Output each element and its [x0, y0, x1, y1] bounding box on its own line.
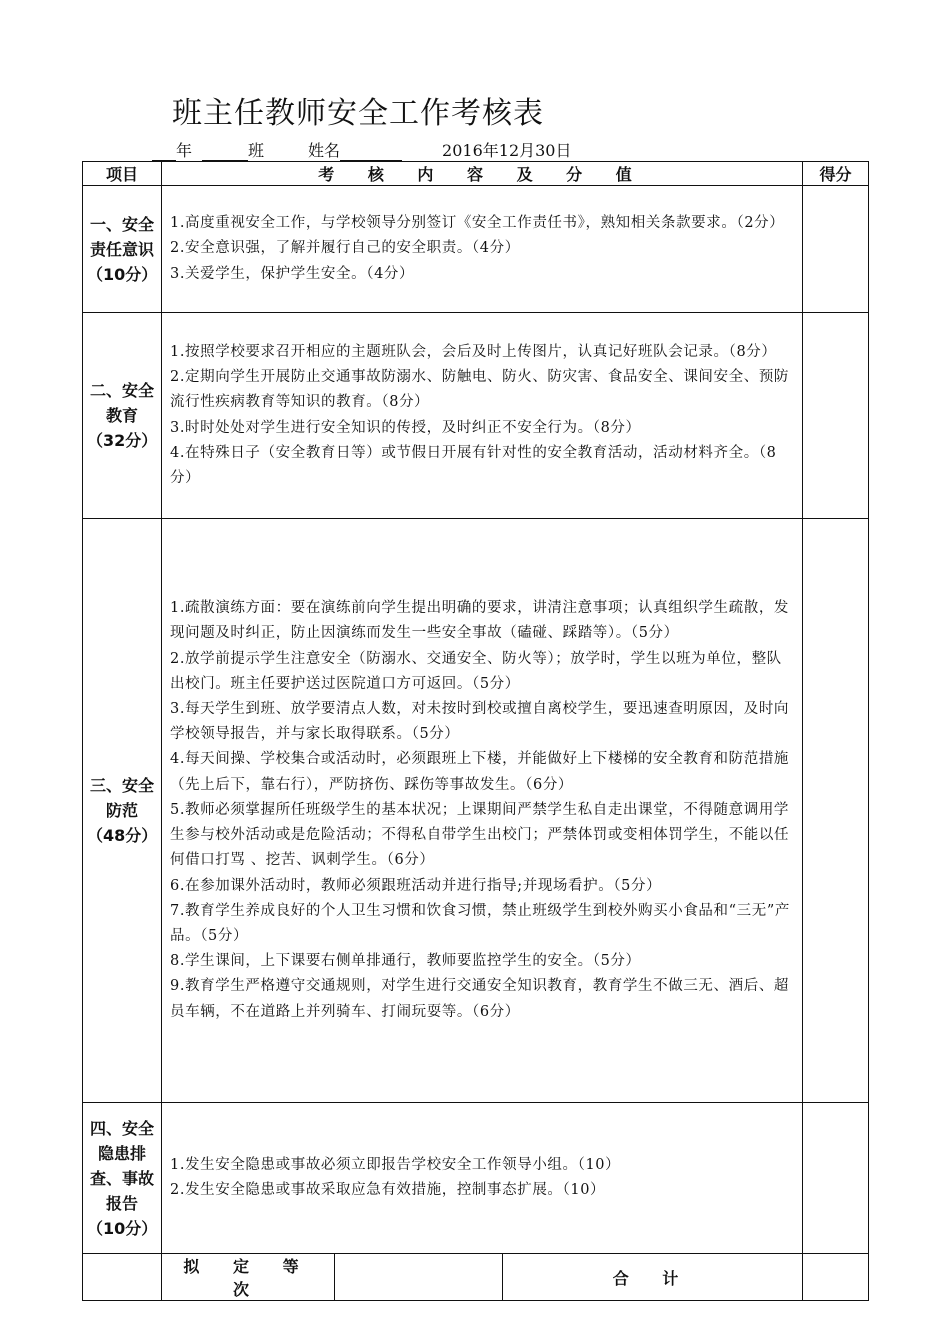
name-blank[interactable] — [340, 142, 402, 161]
list-item: 8.学生课间，上下课要右侧单排通行，教师要监控学生的安全。（5分） — [170, 953, 641, 970]
list-item: 9.教育学生严格遵守交通规则，对学生进行交通安全知识教育，教育学生不做三无、酒后、超员车辆，不在道路上并列骑车、打闹玩耍等。（6分） — [170, 978, 790, 1020]
list-item: 2.发生安全隐患或事故采取应急有效措施，控制事态扩展。（10） — [170, 1182, 606, 1198]
category-cell: 一、安全责任意识（10分） — [83, 186, 162, 313]
header-content: 考 核 内 容 及 分 值 — [162, 162, 803, 186]
header-item: 项目 — [83, 162, 162, 186]
table-row — [83, 519, 869, 1103]
list-item: 6.在参加课外活动时，教师必须跟班活动并进行指导;并现场看护。（5分） — [170, 877, 662, 894]
score-cell[interactable] — [803, 519, 869, 1103]
list-item: 1.高度重视安全工作，与学校领导分别签订《安全工作责任书》，熟知相关条款要求。（2分） — [170, 215, 785, 232]
content-cell — [162, 519, 803, 1103]
grade-blank[interactable] — [152, 142, 176, 161]
list-item: 3.时时处处对学生进行安全知识的传授，及时纠正不安全行为。（8分） — [170, 419, 641, 436]
list-item: 2.定期向学生开展防止交通事故防溺水、防触电、防火、防灾害、食品安全、课间安全、预防流行性疾病教育等知识的教育。（8分） — [170, 369, 790, 411]
list-item: 2.安全意识强，了解并履行自己的安全职责。（4分） — [170, 240, 520, 257]
score-cell[interactable] — [803, 1103, 869, 1254]
list-item: 7.教育学生养成良好的个人卫生习惯和饮食习惯，禁止班级学生到校外购买小食品和“三无”产品。（5分） — [170, 902, 790, 944]
assessment-table — [82, 161, 869, 1301]
list-item: 5.教师必须掌握所任班级学生的基本状况；上课期间严禁学生私自走出课堂，不得随意调用学生参与校外活动或是危险活动；不得私自带学生出校门；严禁体罚或变相体罚学生，不能以任何借口打骂 、挖苦、讽刺学生。（6分） — [170, 801, 790, 869]
grade-label: 年 — [176, 141, 193, 160]
class-label: 班 — [248, 141, 265, 160]
category-cell: 四、安全隐患排查、事故报告（10分） — [83, 1103, 162, 1254]
table-row — [83, 1103, 869, 1254]
category-cell: 三、安全防范（48分） — [83, 519, 162, 1103]
score-cell[interactable] — [803, 313, 869, 519]
score-cell[interactable] — [803, 186, 869, 313]
footer-grade-value[interactable] — [335, 1254, 503, 1301]
content-cell — [162, 313, 803, 519]
header-score: 得分 — [803, 162, 869, 186]
footer-grade-label: 拟 定 等 次 — [162, 1254, 335, 1301]
content-cell — [162, 186, 803, 313]
list-item: 3.关爱学生，保护学生安全。（4分） — [170, 265, 415, 282]
list-item: 1.按照学校要求召开相应的主题班队会，会后及时上传图片，认真记好班队会记录。（8分） — [170, 343, 777, 360]
list-item: 4.每天间操、学校集合或活动时，必须跟班上下楼，并能做好上下楼梯的安全教育和防范措施（先上后下，靠右行），严防挤伤、踩伤等事故发生。（6分） — [170, 751, 790, 793]
table-row — [83, 313, 869, 519]
class-blank[interactable] — [202, 142, 248, 161]
name-label: 姓名 — [308, 141, 341, 160]
list-item: 1.发生安全隐患或事故必须立即报告学校安全工作领导小组。（10） — [170, 1156, 621, 1173]
list-item: 4.在特殊日子（安全教育日等）或节假日开展有针对性的安全教育活动，活动材料齐全。（8分） — [170, 444, 777, 486]
table-header-row — [83, 162, 869, 186]
form-meta — [152, 138, 572, 160]
table-row — [83, 186, 869, 313]
form-date: 2016年12月30日 — [442, 141, 572, 160]
list-item: 1.疏散演练方面：要在演练前向学生提出明确的要求，讲清注意事项；认真组织学生疏散，发现问题及时纠正，防止因演练而发生一些安全事故（磕碰、踩踏等）。（5分） — [170, 600, 790, 642]
category-cell: 二、安全教育（32分） — [83, 313, 162, 519]
table-footer-row — [83, 1254, 869, 1301]
list-item: 3.每天学生到班、放学要清点人数，对未按时到校或擅自离校学生，要迅速查明原因，及时向学校领导报告，并与家长取得联系。（5分） — [170, 701, 790, 743]
content-cell — [162, 1103, 803, 1254]
list-item: 2.放学前提示学生注意安全（防溺水、交通安全、防火等）；放学时，学生以班为单位，整队出校门。班主任要护送过医院道口方可返回。（5分） — [170, 650, 782, 692]
footer-total-label: 合 计 — [503, 1254, 803, 1301]
footer-blank — [83, 1254, 162, 1301]
document-title: 班主任教师安全工作考核表 — [172, 96, 544, 131]
footer-total-value[interactable] — [803, 1254, 869, 1301]
